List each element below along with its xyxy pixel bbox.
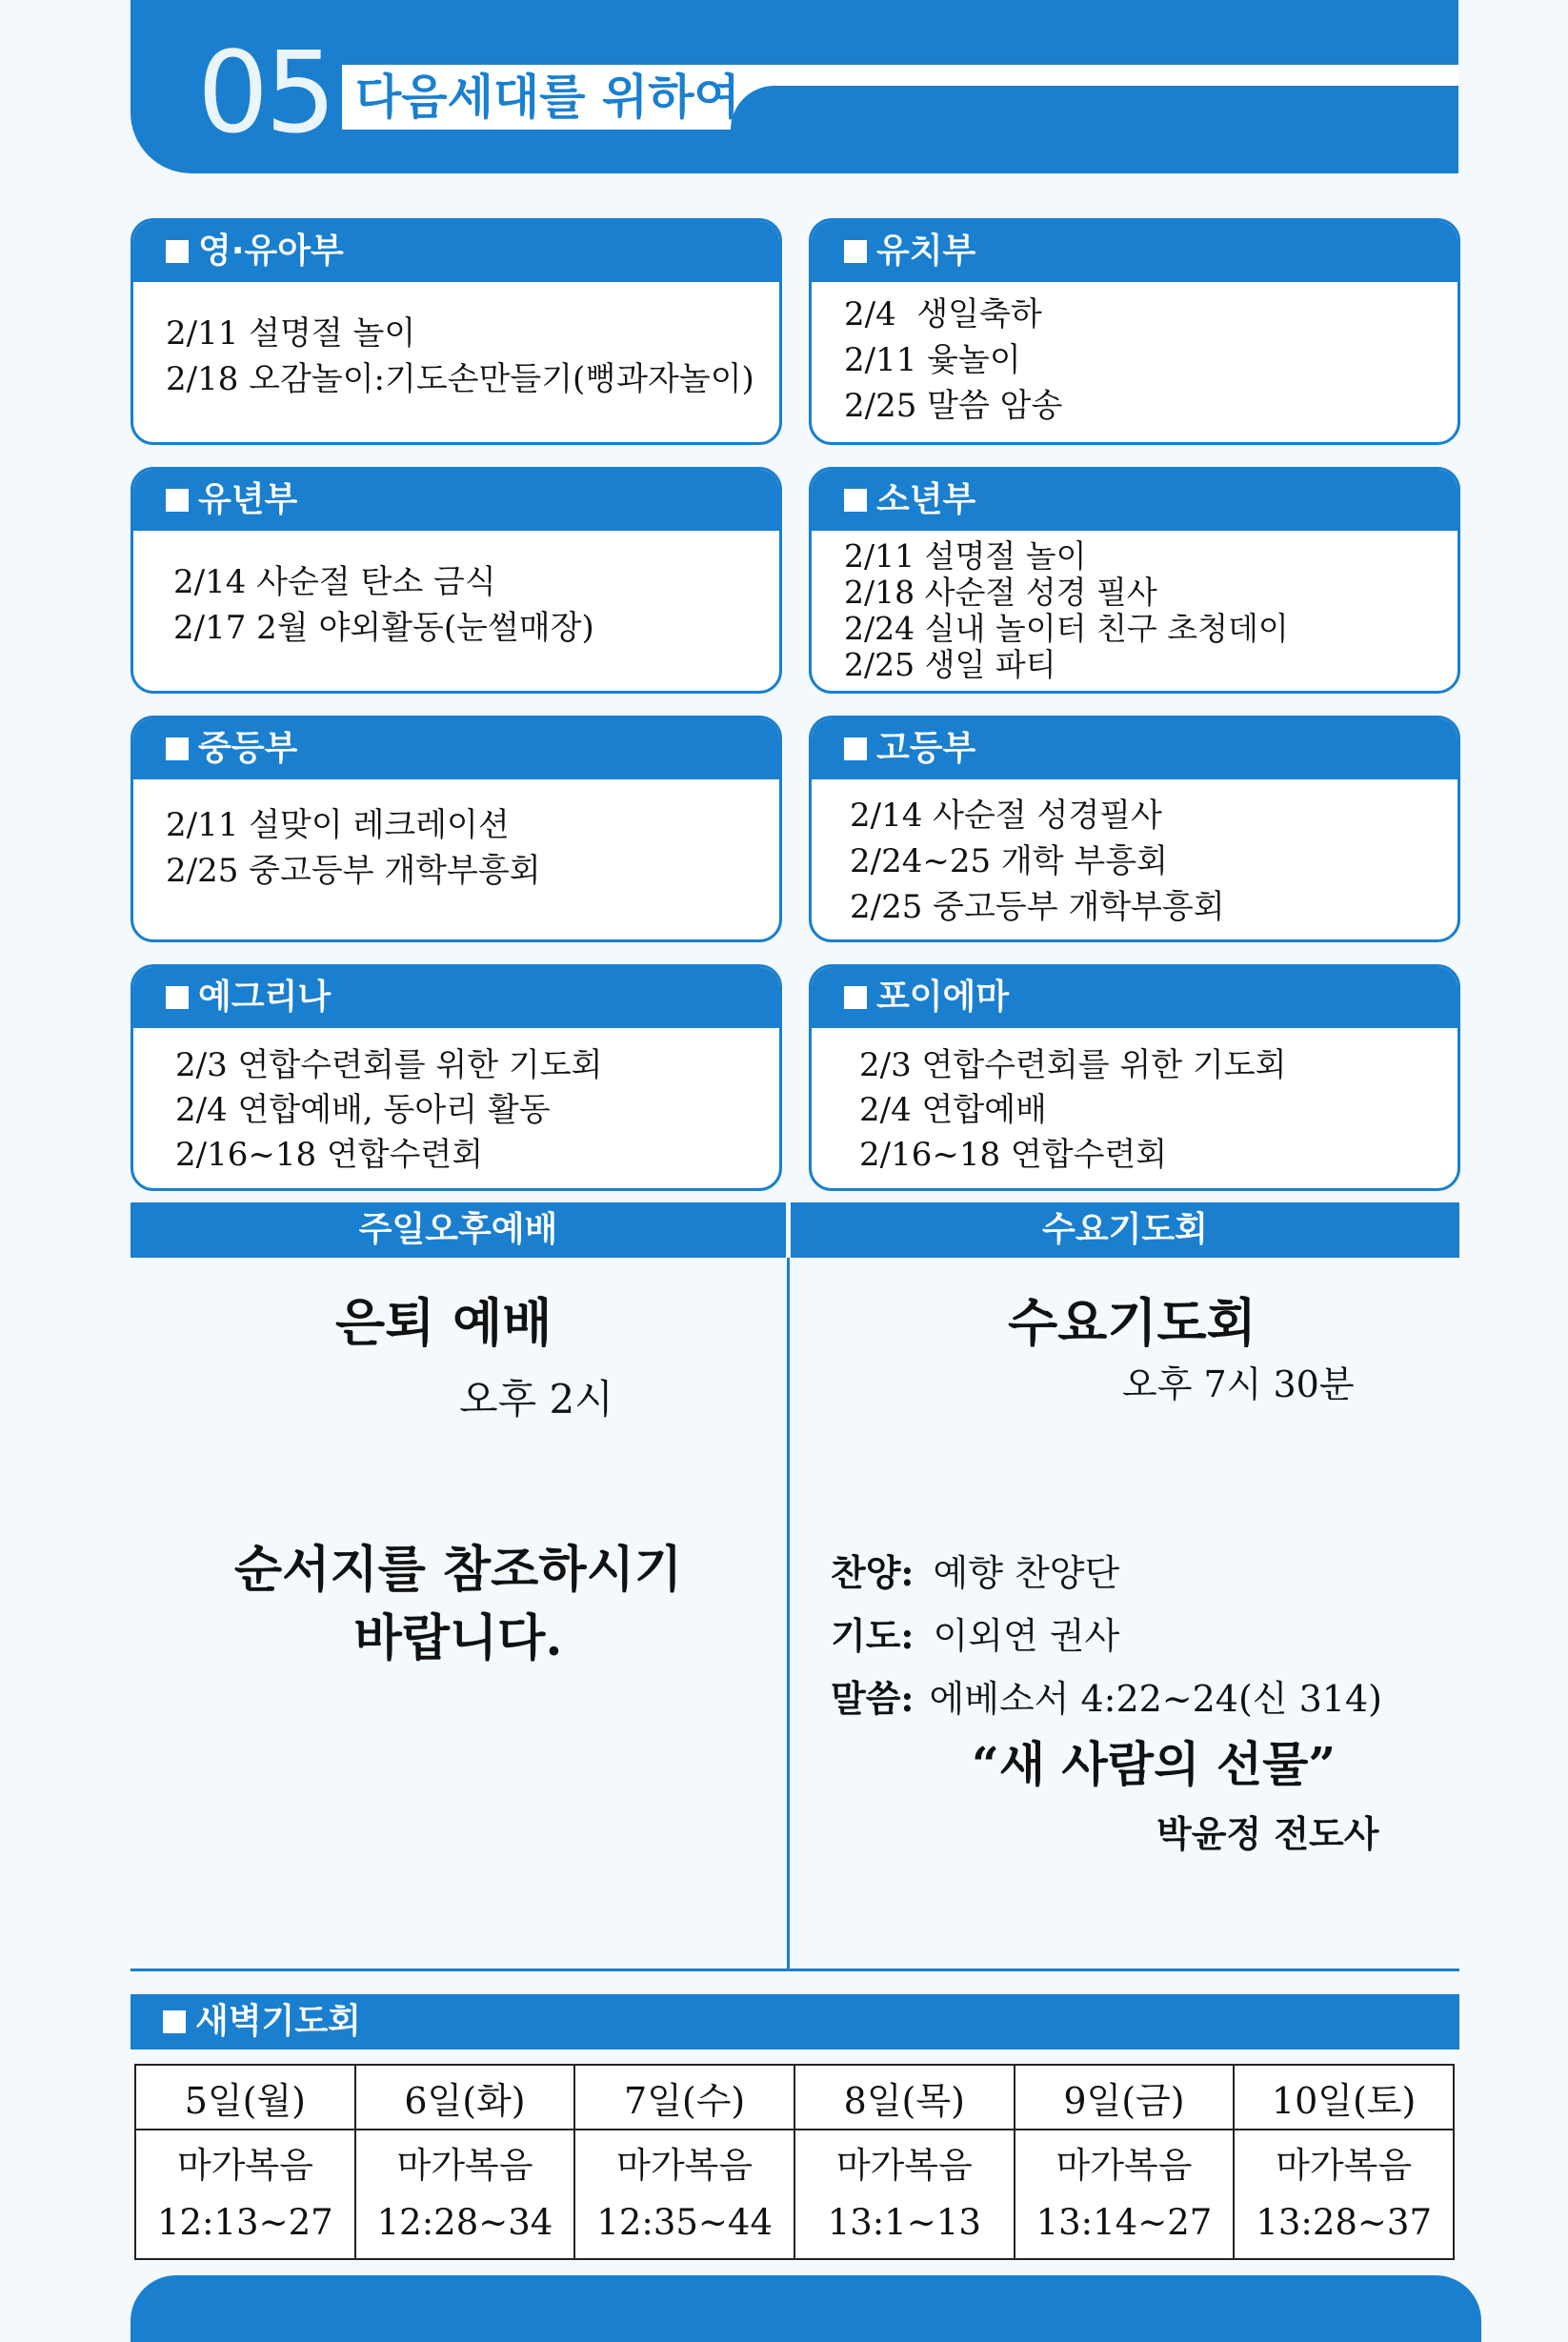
dept-line: 2/11 설명절 놀이 [166,314,416,353]
dept-card-middle [131,716,782,942]
dept-line: 2/3 연합수련회를 위한 기도회 [859,1046,1287,1084]
dept-line: 2/11 설맞이 레크레이션 [166,806,510,844]
wednesday-time: 오후 7시 30분 [1122,1363,1355,1405]
sunday-header: 주일오후예배 [131,1202,786,1258]
table-cell: 마가복음 13:28~37 [1234,2130,1454,2259]
dept-line: 2/4 연합예배 [859,1091,1047,1129]
dept-line: 2/14 사순절 성경필사 [850,797,1162,835]
square-bullet-icon [166,986,189,1009]
sunday-title: 은퇴 예배 [335,1292,553,1353]
preacher: 박윤정 전도사 [1156,1812,1379,1855]
dept-card-infant [131,218,782,445]
column-divider [787,1258,790,1970]
dept-name: 영·유아부 [198,232,344,271]
dept-line: 2/4 생일축하 [844,295,1042,333]
dept-name: 포이에마 [876,978,1010,1017]
dept-line: 2/16~18 연합수련회 [175,1136,484,1174]
wednesday-title: 수요기도회 [1008,1292,1256,1353]
dept-line: 2/25 말씀 암송 [844,387,1063,425]
table-cell: 8일(목) [794,2065,1015,2130]
dept-name: 예그리나 [198,978,332,1017]
dept-line: 2/18 오감놀이:기도손만들기(뻥과자놀이) [166,360,754,398]
section-divider [131,1968,1459,1971]
dept-card-poiema [809,964,1460,1191]
dept-card-elementary [131,467,782,694]
dept-card-boys [809,467,1460,694]
table-cell: 마가복음 12:35~44 [574,2130,794,2259]
dept-line: 2/25 생일 파티 [844,646,1056,683]
table-cell: 9일(금) [1015,2065,1235,2130]
square-bullet-icon [163,2010,186,2033]
square-bullet-icon [844,737,867,760]
square-bullet-icon [166,489,189,512]
sunday-note: 순서지를 참조하시기 바랍니다. [233,1541,683,1667]
word-row: 말씀: 에베소서 4:22~24(신 314) [831,1677,1382,1720]
dept-line: 2/3 연합수련회를 위한 기도회 [175,1046,603,1084]
dept-line: 2/18 사순절 성경 필사 [844,574,1157,611]
praise-row: 찬양: 예향 찬양단 [831,1551,1120,1594]
section-header [131,0,1458,173]
dept-name: 유년부 [198,480,298,519]
dept-line: 2/14 사순절 탄소 금식 [173,563,496,601]
table-cell: 마가복음 12:28~34 [355,2130,575,2259]
square-bullet-icon [166,240,189,263]
dept-card-yegrina [131,964,782,1191]
square-bullet-icon [844,240,867,263]
dept-line: 2/24~25 개학 부흥회 [850,842,1168,880]
sunday-time: 오후 2시 [459,1376,613,1423]
table-cell: 마가복음 12:13~27 [135,2130,355,2259]
wednesday-header: 수요기도회 [791,1202,1459,1258]
table-cell: 마가복음 13:1~13 [794,2130,1015,2259]
dept-line: 2/4 연합예배, 동아리 활동 [175,1091,551,1129]
footer-band [131,2275,1481,2342]
dawn-schedule-table [134,2064,1455,2260]
dawn-header: 새벽기도회 [131,1994,1459,2049]
table-cell: 10일(토) [1234,2065,1454,2130]
section-number: 05 [197,27,333,158]
dept-line: 2/11 설명절 놀이 [844,537,1087,575]
dept-line: 2/16~18 연합수련회 [859,1136,1168,1174]
dept-line: 2/17 2월 야외활동(눈썰매장) [173,609,594,647]
dept-line: 2/25 중고등부 개학부흥회 [166,852,541,890]
table-cell: 7일(수) [574,2065,794,2130]
dept-name: 유치부 [876,232,976,271]
square-bullet-icon [166,737,189,760]
dept-name: 중등부 [198,729,298,768]
prayer-row: 기도: 이외연 권사 [831,1614,1120,1657]
dept-line: 2/11 윷놀이 [844,341,1021,379]
table-cell: 6일(화) [355,2065,575,2130]
table-cell: 5일(월) [135,2065,355,2130]
sermon-title: “새 사람의 선물” [972,1736,1337,1792]
dept-card-kindergarten [809,218,1460,445]
dept-name: 고등부 [876,729,976,768]
section-title: 다음세대를 위하여 [355,70,740,125]
dept-line: 2/25 중고등부 개학부흥회 [850,888,1225,926]
square-bullet-icon [844,489,867,512]
dept-card-high [809,716,1460,942]
dept-name: 소년부 [876,480,976,519]
dept-line: 2/24 실내 놀이터 친구 초청데이 [844,610,1289,647]
table-cell: 마가복음 13:14~27 [1015,2130,1235,2259]
square-bullet-icon [844,986,867,1009]
